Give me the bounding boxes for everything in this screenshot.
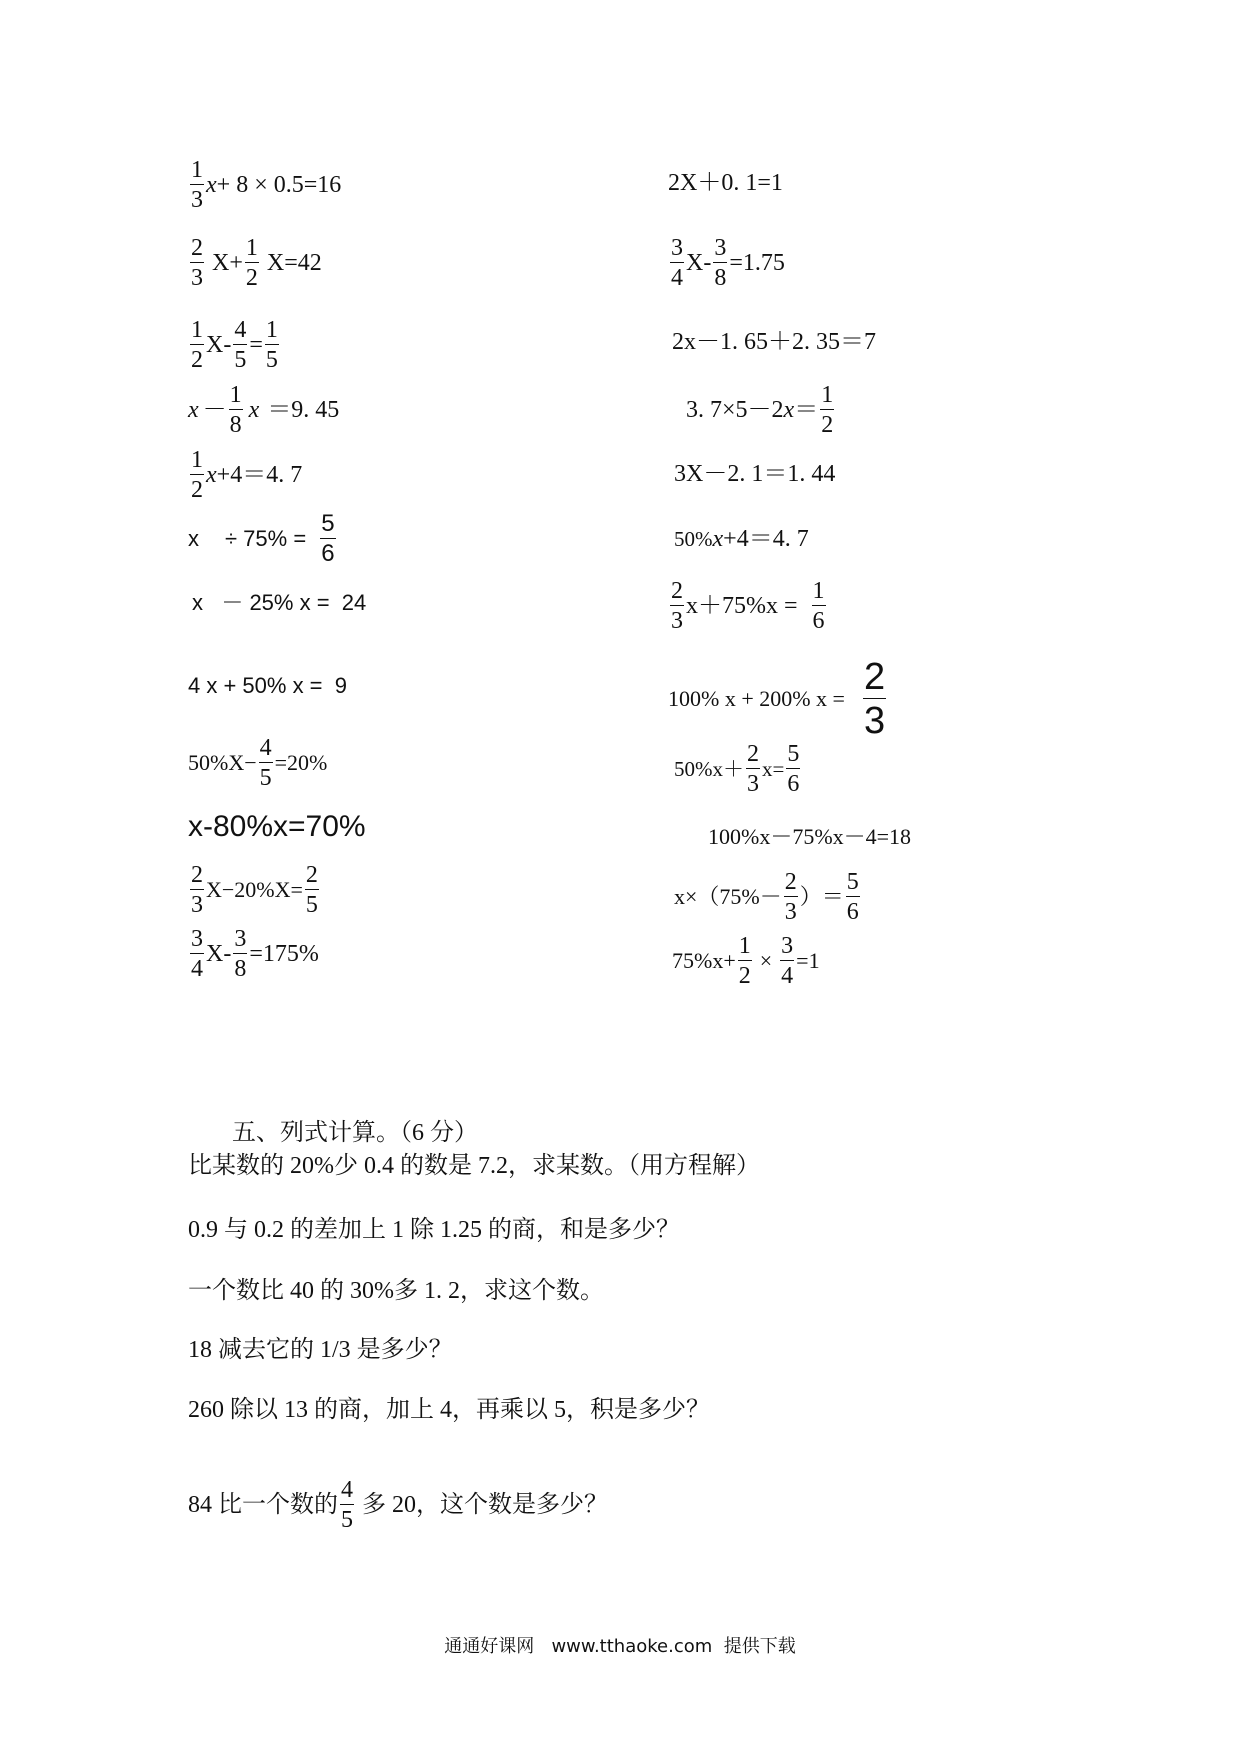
equation-right-8: 100% x + 200% x = $\frac{2}{3}$: [668, 656, 886, 742]
fraction: $\frac{5}{6}$: [321, 510, 335, 567]
fraction: $\frac{2}{3}$: [747, 741, 759, 797]
fraction: $\frac{2}{3}$: [191, 235, 203, 291]
fraction: $\frac{1}{2}$: [191, 317, 203, 373]
equation-right-9: 50%x＋ $\frac{2}{3}$ x= $\frac{5}{6}$: [674, 741, 800, 797]
section-heading: 五、列式计算。（6 分）: [232, 1120, 478, 1146]
equation-left-4: x － $\frac{1}{8}$ x ＝9. 45: [188, 382, 340, 438]
equation-right-5: 3X－2. 1＝1. 44: [674, 461, 836, 487]
fraction: $\frac{2}{3}$: [191, 862, 203, 918]
equation-left-5: $\frac{1}{2}$ x +4＝4. 7: [191, 447, 303, 503]
fraction: $\frac{5}{6}$: [846, 869, 859, 925]
fraction: $\frac{4}{5}$: [234, 317, 247, 373]
equation-left-3: $\frac{1}{2}$ X- $\frac{4}{5}$ = $\frac{1}{5}$: [191, 317, 278, 373]
question-4: 18 减去它的 1/3 是多少？: [188, 1337, 453, 1363]
equation-right-11: x×（75%－ $\frac{2}{3}$ ）＝ $\frac{5}{6}$: [674, 869, 859, 925]
equation-left-12: $\frac{3}{4}$ X- $\frac{3}{8}$ =175%: [191, 926, 319, 982]
fraction: $\frac{2}{3}$: [671, 578, 683, 634]
question-1: 比某数的 20%少 0.4 的数是 7.2，求某数。（用方程解）: [188, 1153, 760, 1179]
equation-right-7: $\frac{2}{3}$ x＋75%x = $\frac{1}{6}$: [671, 578, 825, 634]
equation-left-9: 50%X− $\frac{4}{5}$ =20%: [188, 735, 328, 791]
equation-left-7: x － 25% x = 24: [192, 590, 367, 615]
fraction: $\frac{1}{6}$: [812, 578, 825, 634]
equation-left-11: $\frac{2}{3}$ X−20%X= $\frac{2}{5}$: [191, 862, 318, 918]
fraction: $\frac{4}{5}$: [259, 735, 272, 791]
fraction: $\frac{3}{4}$: [781, 933, 794, 989]
fraction: $\frac{1}{2}$: [738, 933, 751, 989]
fraction: $\frac{3}{4}$: [671, 235, 683, 291]
equation-right-3: 2x－1. 65＋2. 35＝7: [672, 329, 876, 355]
fraction: $\frac{1}{8}$: [229, 382, 242, 438]
fraction: $\frac{3}{4}$: [191, 926, 203, 982]
equation-left-2: $\frac{2}{3}$ X+ $\frac{1}{2}$ X=42: [191, 235, 322, 291]
equation-right-4: 3. 7×5－2 x ＝ $\frac{1}{2}$: [686, 382, 834, 438]
question-3: 一个数比 40 的 30%多 1. 2，求这个数。: [188, 1278, 604, 1304]
fraction: $\frac{1}{5}$: [265, 317, 278, 373]
equation-right-6: 50% x +4＝4. 7: [674, 526, 809, 552]
equation-left-10: x-80%x=70%: [188, 810, 366, 843]
equation-left-8: 4 x + 50% x = 9: [188, 673, 347, 698]
fraction: $\frac{3}{8}$: [714, 235, 727, 291]
fraction: $\frac{4}{5}$: [341, 1477, 353, 1533]
fraction: $\frac{2}{5}$: [305, 862, 318, 918]
fraction: $\frac{1}{2}$: [245, 235, 258, 291]
fraction: $\frac{5}{6}$: [787, 741, 800, 797]
fraction: $\frac{1}{3}$: [191, 157, 203, 213]
equation-right-2: $\frac{3}{4}$ X- $\frac{3}{8}$ =1.75: [671, 235, 785, 291]
fraction: $\frac{2}{3}$: [863, 656, 886, 742]
fraction: $\frac{3}{8}$: [234, 926, 247, 982]
equation-right-10: 100%x－75%x－4=18: [708, 824, 912, 849]
fraction: $\frac{2}{3}$: [784, 869, 797, 925]
equation-right-1: 2X＋0. 1=1: [668, 170, 783, 196]
fraction: $\frac{1}{2}$: [191, 447, 203, 503]
equation-right-12: 75%x+ $\frac{1}{2}$ × $\frac{3}{4}$ =1: [672, 933, 820, 989]
footer-text: 通通好课网 www.tthaoke.com 提供下载: [444, 1636, 796, 1657]
equation-left-1: $\frac{1}{3}$ x + 8 × 0.5=16: [191, 157, 342, 213]
question-2: 0.9 与 0.2 的差加上 1 除 1.25 的商，和是多少？: [188, 1217, 680, 1243]
equation-left-6: x ÷ 75% = $\frac{5}{6}$: [188, 510, 335, 567]
question-6: 84 比一个数的 $\frac{4}{5}$ 多 20，这个数是多少？: [188, 1477, 608, 1533]
question-5: 260 除以 13 的商，加上 4，再乘以 5，积是多少？: [188, 1397, 710, 1423]
fraction: $\frac{1}{2}$: [821, 382, 834, 438]
